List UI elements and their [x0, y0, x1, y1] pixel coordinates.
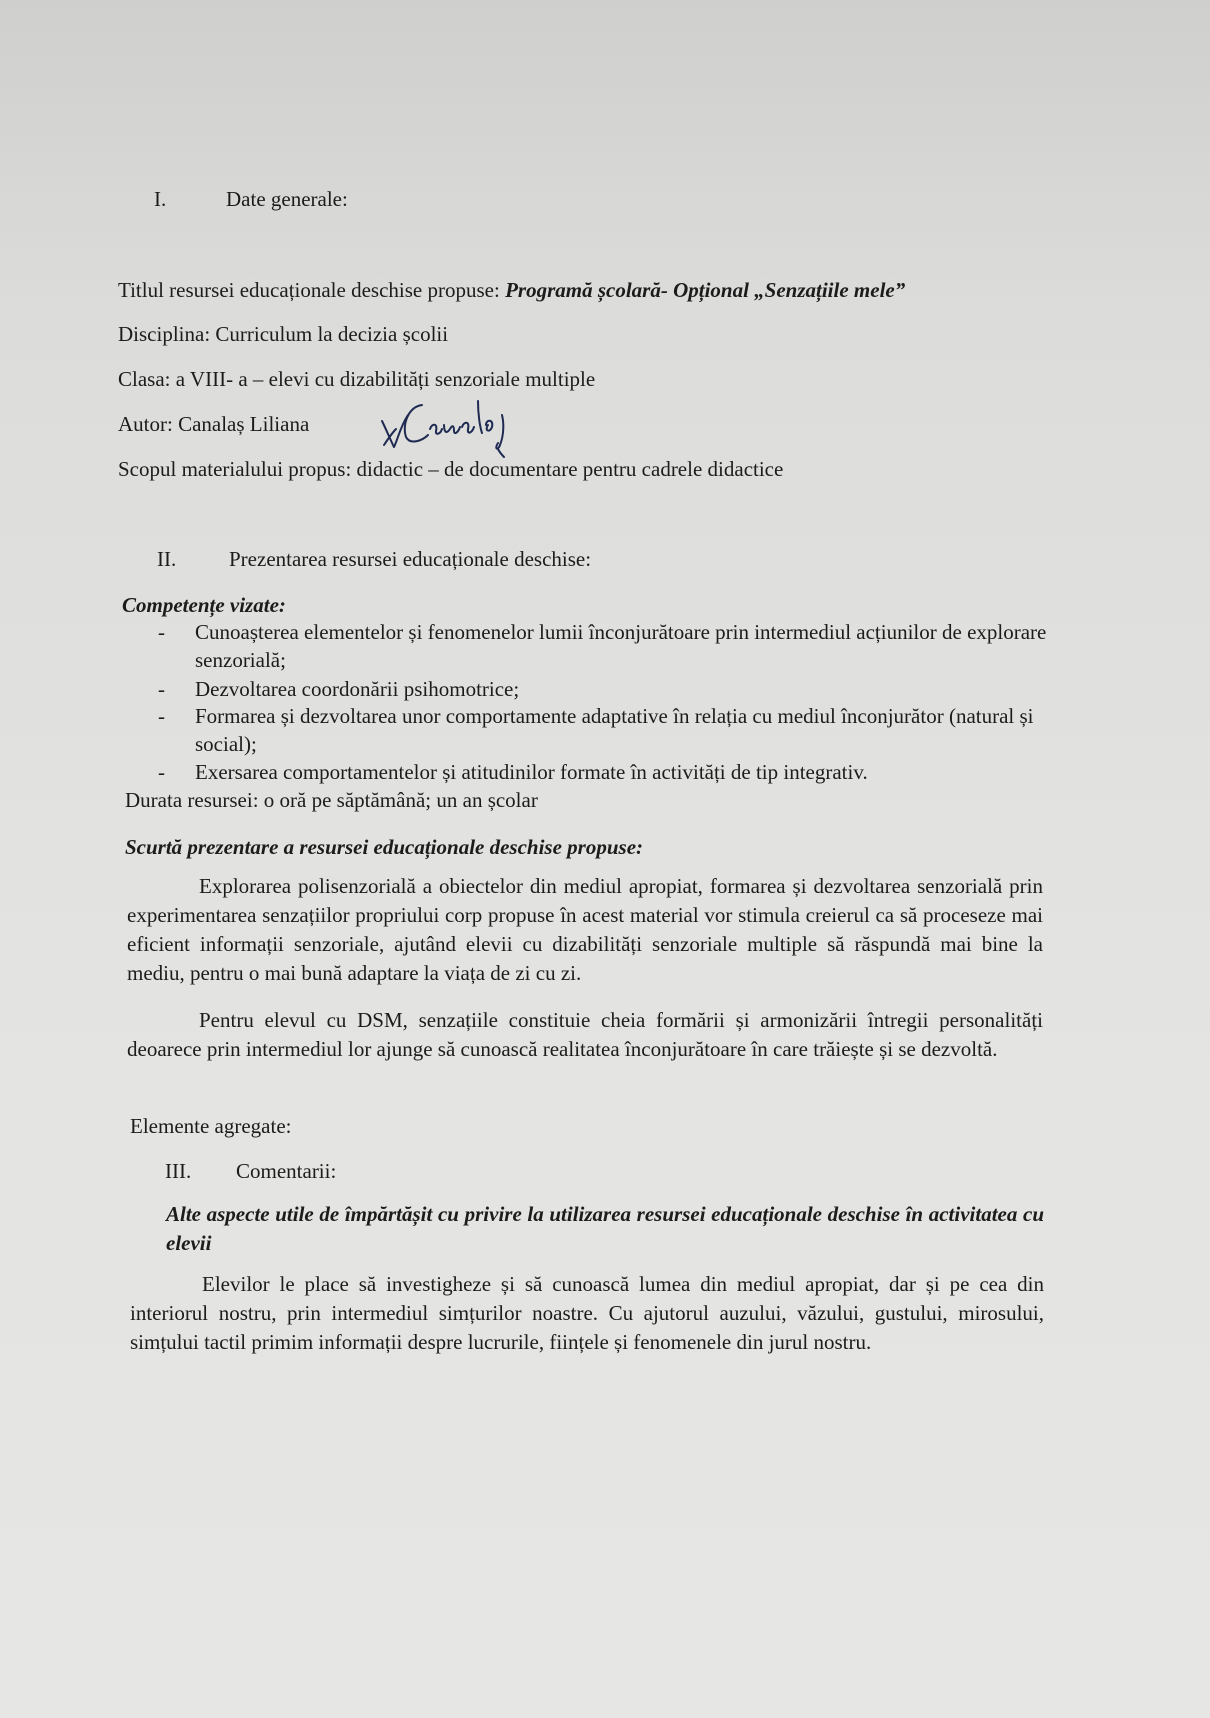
resource-title-value: Programă școlară- Opțional „Senzațiile mele” [505, 278, 906, 302]
class-line: Clasa: a VIII- a – elevi cu dizabilități senzoriale multiple [118, 367, 596, 391]
section-3-number: III. [165, 1159, 192, 1183]
competences-heading: Competențe vizate: [122, 593, 286, 617]
bullet-mark: - [158, 677, 165, 701]
comments-paragraph: Elevilor le place să investigheze și să cunoască lumea din mediul apropiat, dar și pe cea din interiorul nostru, prin intermediul simțurilor noastre. Cu ajutorul auzului, văzului, gustului, mirosului, simțului tactil primim informații despre lucrurile, ființele și fenomenele din jurul nostru. [130, 1272, 1044, 1354]
aggregated-elements: Elemente agregate: [130, 1114, 292, 1138]
discipline-line: Disciplina: Curriculum la decizia școlii [118, 322, 449, 346]
duration-line: Durata resursei: o oră pe săptămână; un an școlar [125, 788, 538, 812]
section-1-number: I. [154, 187, 167, 211]
section-2-number: II. [157, 547, 177, 571]
resource-title-label: Titlul resursei educaționale deschise propuse: [118, 278, 506, 302]
competence-item: Cunoașterea elementelor și fenomenelor lumii înconjurătoare prin intermediul acțiunilor de explorare senzorială; [195, 620, 1047, 672]
competence-item: Formarea și dezvoltarea unor comportamente adaptative în relația cu mediul înconjurător (natural și social); [195, 704, 1034, 756]
section-3-title: Comentarii: [236, 1159, 337, 1183]
bullet-mark: - [158, 704, 165, 728]
bullet-mark: - [158, 760, 165, 784]
resource-title-line [118, 276, 905, 304]
presentation-paragraph-2: Pentru elevul cu DSM, senzațiile constituie cheia formării și armonizării întregii personalități deoarece prin intermediul lor ajunge să cunoască realitatea înconjurătoare în care trăiește și se dezvoltă. [127, 1008, 1043, 1061]
section-1-title: Date generale: [226, 187, 348, 211]
author-line: Autor: Canalaș Liliana [118, 412, 310, 436]
bullet-mark: - [158, 620, 165, 644]
presentation-heading: Scurtă prezentare a resursei educaționale deschise propuse: [125, 835, 644, 859]
author-signature [378, 395, 526, 459]
competence-item: Dezvoltarea coordonării psihomotrice; [195, 677, 520, 701]
competence-item: Exersarea comportamentelor și atitudinilor formate în activități de tip integrativ. [195, 760, 868, 784]
presentation-paragraph-1: Explorarea polisenzorială a obiectelor din mediul apropiat, formarea și dezvoltarea senzorială prin experimentarea senzațiilor propriului corp propuse în acest material vor stimula creierul ca să proceseze mai eficient informații senzoriale, ajutând elevii cu dizabilități senzoriale multiple să răspundă mai bine la mediu, pentru o mai bună adaptare la viața de zi cu zi. [127, 874, 1043, 985]
purpose-line: Scopul materialului propus: didactic – de documentare pentru cadrele didactice [118, 457, 784, 481]
section-2-title: Prezentarea resursei educaționale deschise: [229, 547, 592, 571]
comments-heading: Alte aspecte utile de împărtășit cu privire la utilizarea resursei educaționale deschise în activitatea cu elevii [166, 1202, 1044, 1255]
